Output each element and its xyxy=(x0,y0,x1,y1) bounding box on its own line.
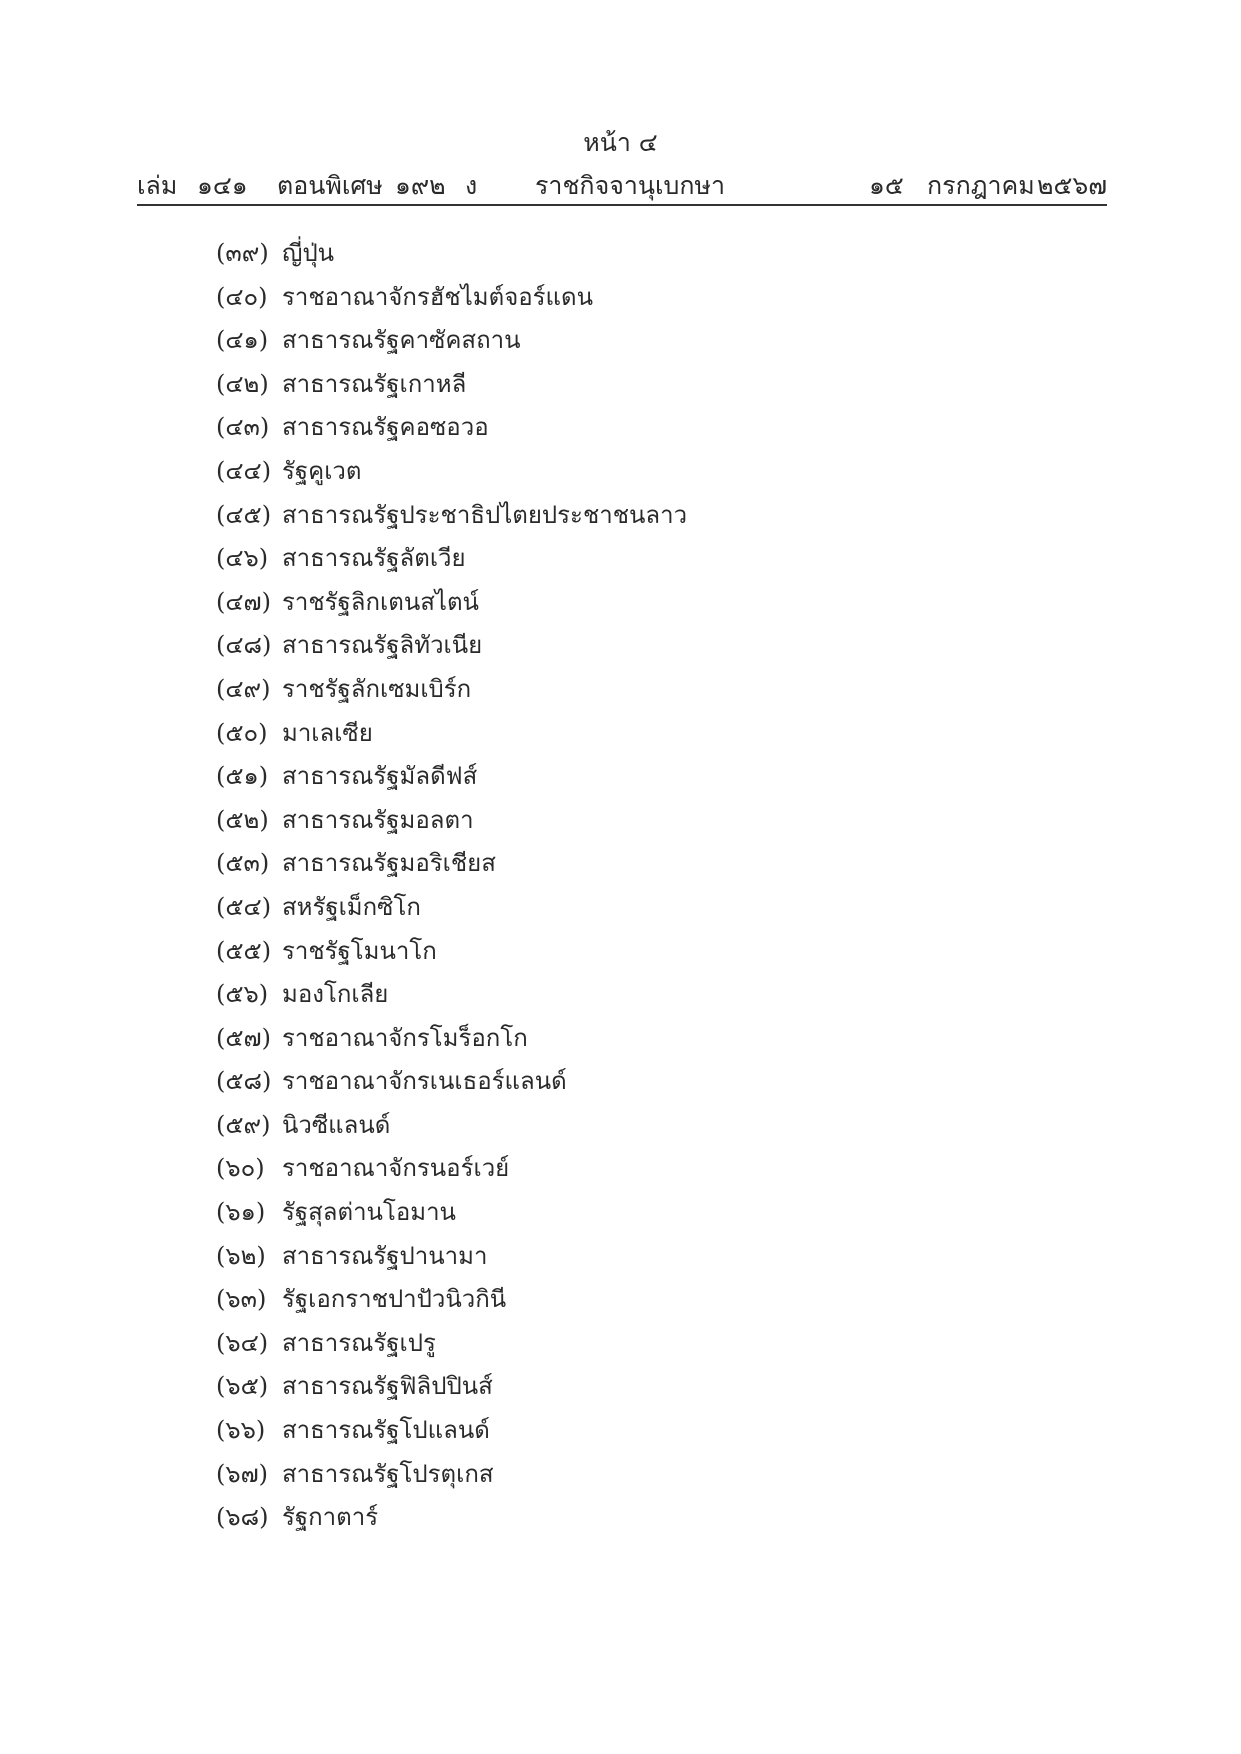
item-number: (๖๖) xyxy=(216,1416,266,1445)
item-number: (๖๔) xyxy=(216,1328,269,1357)
item-country-name: สาธารณรัฐคาซัคสถาน xyxy=(282,326,521,355)
item-number: (๕๒) xyxy=(216,805,269,834)
list-item xyxy=(216,973,687,1017)
list-item xyxy=(216,624,687,668)
gazette-name: ราชกิจจานุเบกษา xyxy=(535,171,726,200)
item-country-name: ราชรัฐลิกเตนสไตน์ xyxy=(282,587,479,616)
item-number: (๕๖) xyxy=(216,980,269,1009)
list-item xyxy=(216,755,687,799)
header-divider xyxy=(137,204,1107,206)
gazette-header xyxy=(137,170,1107,202)
list-item xyxy=(216,1409,687,1453)
item-number: (๔๑) xyxy=(216,326,269,355)
list-item xyxy=(216,799,687,843)
section-letter: ง xyxy=(465,171,478,200)
list-item xyxy=(216,276,687,320)
item-number: (๖๕) xyxy=(216,1372,269,1401)
item-country-name: ราชอาณาจักรฮัชไมต์จอร์แดน xyxy=(282,282,594,311)
item-country-name: สาธารณรัฐลัตเวีย xyxy=(282,544,466,573)
item-country-name: สหรัฐเม็กซิโก xyxy=(282,892,421,921)
item-country-name: สาธารณรัฐมัลดีฟส์ xyxy=(282,762,478,791)
item-country-name: มาเลเซีย xyxy=(282,718,373,747)
item-number: (๖๑) xyxy=(216,1198,266,1227)
item-country-name: สาธารณรัฐคอซอวอ xyxy=(282,413,489,442)
list-item xyxy=(216,581,687,625)
date-month: กรกฎาคม xyxy=(927,171,1035,200)
list-item xyxy=(216,406,687,450)
item-country-name: รัฐกาตาร์ xyxy=(282,1503,379,1532)
item-number: (๖๐) xyxy=(216,1154,265,1183)
volume-number: ๑๔๑ xyxy=(197,171,248,200)
list-item xyxy=(216,1278,687,1322)
item-country-name: ราชรัฐโมนาโก xyxy=(282,936,437,965)
list-item xyxy=(216,712,687,756)
item-country-name: รัฐสุลต่านโอมาน xyxy=(282,1198,456,1227)
item-country-name: ราชอาณาจักรเนเธอร์แลนด์ xyxy=(282,1067,567,1096)
item-country-name: สาธารณรัฐโปรตุเกส xyxy=(282,1459,494,1488)
list-item xyxy=(216,1235,687,1279)
list-item xyxy=(216,668,687,712)
list-item xyxy=(216,1191,687,1235)
issue-number: ๑๙๒ xyxy=(395,171,446,200)
item-country-name: ราชรัฐลักเซมเบิร์ก xyxy=(282,674,472,703)
list-item xyxy=(216,232,687,276)
item-number: (๕๓) xyxy=(216,849,270,878)
item-number: (๔๙) xyxy=(216,674,271,703)
list-item xyxy=(216,1453,687,1497)
country-list xyxy=(216,232,687,1540)
list-item xyxy=(216,1060,687,1104)
list-item xyxy=(216,842,687,886)
item-number: (๖๘) xyxy=(216,1503,269,1532)
item-country-name: รัฐคูเวต xyxy=(282,456,362,485)
item-number: (๕๗) xyxy=(216,1023,271,1052)
item-country-name: ราชอาณาจักรโมร็อกโก xyxy=(282,1023,528,1052)
item-country-name: ราชอาณาจักรนอร์เวย์ xyxy=(282,1154,510,1183)
item-number: (๕๙) xyxy=(216,1110,271,1139)
list-item xyxy=(216,1147,687,1191)
item-number: (๕๐) xyxy=(216,718,268,747)
list-item xyxy=(216,319,687,363)
item-number: (๓๙) xyxy=(216,239,269,267)
list-item xyxy=(216,1496,687,1540)
page-number: หน้า ๔ xyxy=(583,128,658,157)
list-item xyxy=(216,1017,687,1061)
item-country-name: สาธารณรัฐเกาหลี xyxy=(282,369,467,398)
item-country-name: สาธารณรัฐมอริเชียส xyxy=(282,849,496,878)
item-number: (๔๔) xyxy=(216,456,272,485)
item-country-name: สาธารณรัฐประชาธิปไตยประชาชนลาว xyxy=(282,500,688,529)
item-number: (๕๔) xyxy=(216,892,272,921)
item-country-name: มองโกเลีย xyxy=(282,980,389,1009)
item-country-name: นิวซีแลนด์ xyxy=(282,1110,391,1139)
item-number: (๔๒) xyxy=(216,369,269,398)
item-number: (๕๘) xyxy=(216,1067,272,1096)
item-number: (๔๓) xyxy=(216,413,270,442)
item-country-name: สาธารณรัฐฟิลิปปินส์ xyxy=(282,1372,493,1401)
list-item xyxy=(216,494,687,538)
item-number: (๖๓) xyxy=(216,1285,267,1314)
item-number: (๕๑) xyxy=(216,762,269,791)
list-item xyxy=(216,930,687,974)
item-number: (๔๗) xyxy=(216,587,271,616)
item-number: (๔๖) xyxy=(216,544,269,573)
item-number: (๕๕) xyxy=(216,936,272,965)
list-item xyxy=(216,1104,687,1148)
volume-label: เล่ม xyxy=(137,171,178,200)
item-country-name: รัฐเอกราชปาปัวนิวกินี xyxy=(282,1285,507,1314)
item-country-name: สาธารณรัฐโปแลนด์ xyxy=(282,1416,490,1445)
list-item xyxy=(216,1365,687,1409)
item-number: (๔๐) xyxy=(216,282,268,311)
issue-label: ตอนพิเศษ xyxy=(277,171,383,200)
item-country-name: สาธารณรัฐเปรู xyxy=(282,1328,436,1357)
list-item xyxy=(216,1322,687,1366)
date-day: ๑๕ xyxy=(869,171,904,200)
item-country-name: สาธารณรัฐมอลตา xyxy=(282,805,474,834)
item-number: (๖๗) xyxy=(216,1459,269,1488)
item-country-name: สาธารณรัฐปานามา xyxy=(282,1241,488,1270)
list-item xyxy=(216,450,687,494)
item-country-name: ญี่ปุ่น xyxy=(282,239,335,267)
list-item xyxy=(216,886,687,930)
item-number: (๔๘) xyxy=(216,631,272,660)
list-item xyxy=(216,363,687,407)
item-number: (๔๕) xyxy=(216,500,272,529)
item-country-name: สาธารณรัฐลิทัวเนีย xyxy=(282,631,483,660)
item-number: (๖๒) xyxy=(216,1241,266,1270)
date-year: ๒๕๖๗ xyxy=(1037,171,1108,200)
list-item xyxy=(216,537,687,581)
